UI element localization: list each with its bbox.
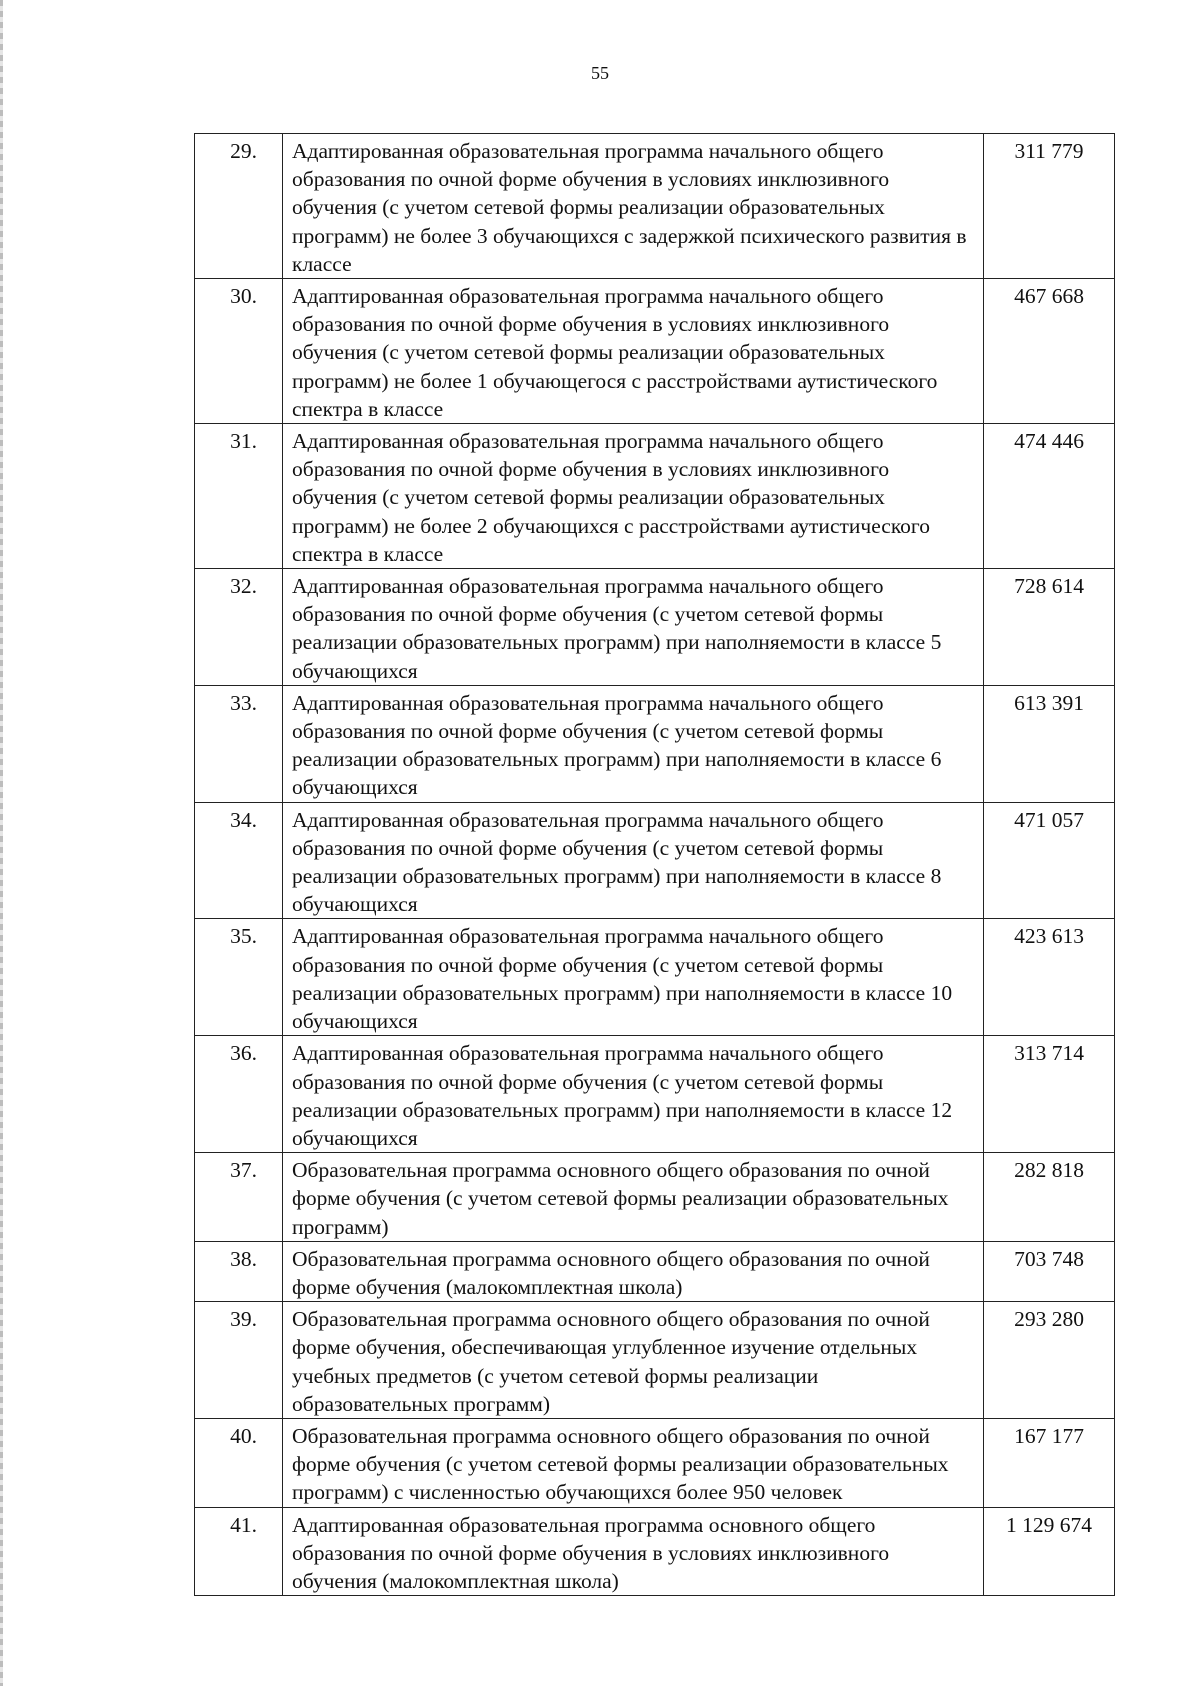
program-value: 474 446	[984, 424, 1115, 569]
programs-table	[194, 133, 1115, 1596]
row-number: 35.	[195, 919, 283, 1036]
scan-edge	[0, 0, 3, 1686]
program-value: 282 818	[984, 1153, 1115, 1242]
row-number: 36.	[195, 1036, 283, 1153]
program-value: 293 280	[984, 1302, 1115, 1419]
table-row	[195, 134, 1115, 279]
row-number: 32.	[195, 569, 283, 686]
program-description: Образовательная программа основного общего образования по очной форме обучения (с учетом сетевой формы реализации образовательных программ)	[283, 1153, 984, 1242]
table-row	[195, 919, 1115, 1036]
row-number: 30.	[195, 279, 283, 424]
program-value: 311 779	[984, 134, 1115, 279]
program-value: 728 614	[984, 569, 1115, 686]
program-description: Образовательная программа основного общего образования по очной форме обучения, обеспечивающая углубленное изучение отдельных учебных предметов (с учетом сетевой формы реализации образовательных программ)	[283, 1302, 984, 1419]
program-value: 313 714	[984, 1036, 1115, 1153]
program-description: Адаптированная образовательная программа начального общего образования по очной форме обучения (с учетом сетевой формы реализации образовательных программ) при наполняемости в классе 12 обучающихся	[283, 1036, 984, 1153]
program-description: Адаптированная образовательная программа начального общего образования по очной форме обучения в условиях инклюзивного обучения (с учетом сетевой формы реализации образовательных программ) не более 3 обучающихся с задержкой психического развития в классе	[283, 134, 984, 279]
program-value: 467 668	[984, 279, 1115, 424]
table-row	[195, 1241, 1115, 1301]
program-description: Адаптированная образовательная программа начального общего образования по очной форме обучения в условиях инклюзивного обучения (с учетом сетевой формы реализации образовательных программ) не более 2 обучающихся с расстройствами аутистического спектра в классе	[283, 424, 984, 569]
row-number: 41.	[195, 1507, 283, 1596]
program-value: 613 391	[984, 685, 1115, 802]
table-row	[195, 279, 1115, 424]
table-row	[195, 1418, 1115, 1507]
page-number: 55	[591, 63, 609, 83]
table-row	[195, 1036, 1115, 1153]
program-description: Адаптированная образовательная программа начального общего образования по очной форме обучения (с учетом сетевой формы реализации образовательных программ) при наполняемости в классе 10 обучающихся	[283, 919, 984, 1036]
program-value: 167 177	[984, 1418, 1115, 1507]
table-row	[195, 424, 1115, 569]
row-number: 31.	[195, 424, 283, 569]
table-row	[195, 1507, 1115, 1596]
row-number: 39.	[195, 1302, 283, 1419]
row-number: 34.	[195, 802, 283, 919]
program-description: Адаптированная образовательная программа начального общего образования по очной форме обучения (с учетом сетевой формы реализации образовательных программ) при наполняемости в классе 6 обучающихся	[283, 685, 984, 802]
table-row	[195, 569, 1115, 686]
program-description: Образовательная программа основного общего образования по очной форме обучения (малокомплектная школа)	[283, 1241, 984, 1301]
program-value: 1 129 674	[984, 1507, 1115, 1596]
program-description: Адаптированная образовательная программа основного общего образования по очной форме обучения в условиях инклюзивного обучения (малокомплектная школа)	[283, 1507, 984, 1596]
row-number: 38.	[195, 1241, 283, 1301]
program-value: 471 057	[984, 802, 1115, 919]
row-number: 37.	[195, 1153, 283, 1242]
table-row	[195, 802, 1115, 919]
row-number: 29.	[195, 134, 283, 279]
row-number: 40.	[195, 1418, 283, 1507]
table-row	[195, 685, 1115, 802]
table-row	[195, 1153, 1115, 1242]
program-description: Адаптированная образовательная программа начального общего образования по очной форме обучения в условиях инклюзивного обучения (с учетом сетевой формы реализации образовательных программ) не более 1 обучающегося с расстройствами аутистического спектра в классе	[283, 279, 984, 424]
table-row	[195, 1302, 1115, 1419]
row-number: 33.	[195, 685, 283, 802]
program-description: Образовательная программа основного общего образования по очной форме обучения (с учетом сетевой формы реализации образовательных программ) с численностью обучающихся более 950 человек	[283, 1418, 984, 1507]
program-value: 703 748	[984, 1241, 1115, 1301]
program-description: Адаптированная образовательная программа начального общего образования по очной форме обучения (с учетом сетевой формы реализации образовательных программ) при наполняемости в классе 8 обучающихся	[283, 802, 984, 919]
program-description: Адаптированная образовательная программа начального общего образования по очной форме обучения (с учетом сетевой формы реализации образовательных программ) при наполняемости в классе 5 обучающихся	[283, 569, 984, 686]
program-value: 423 613	[984, 919, 1115, 1036]
